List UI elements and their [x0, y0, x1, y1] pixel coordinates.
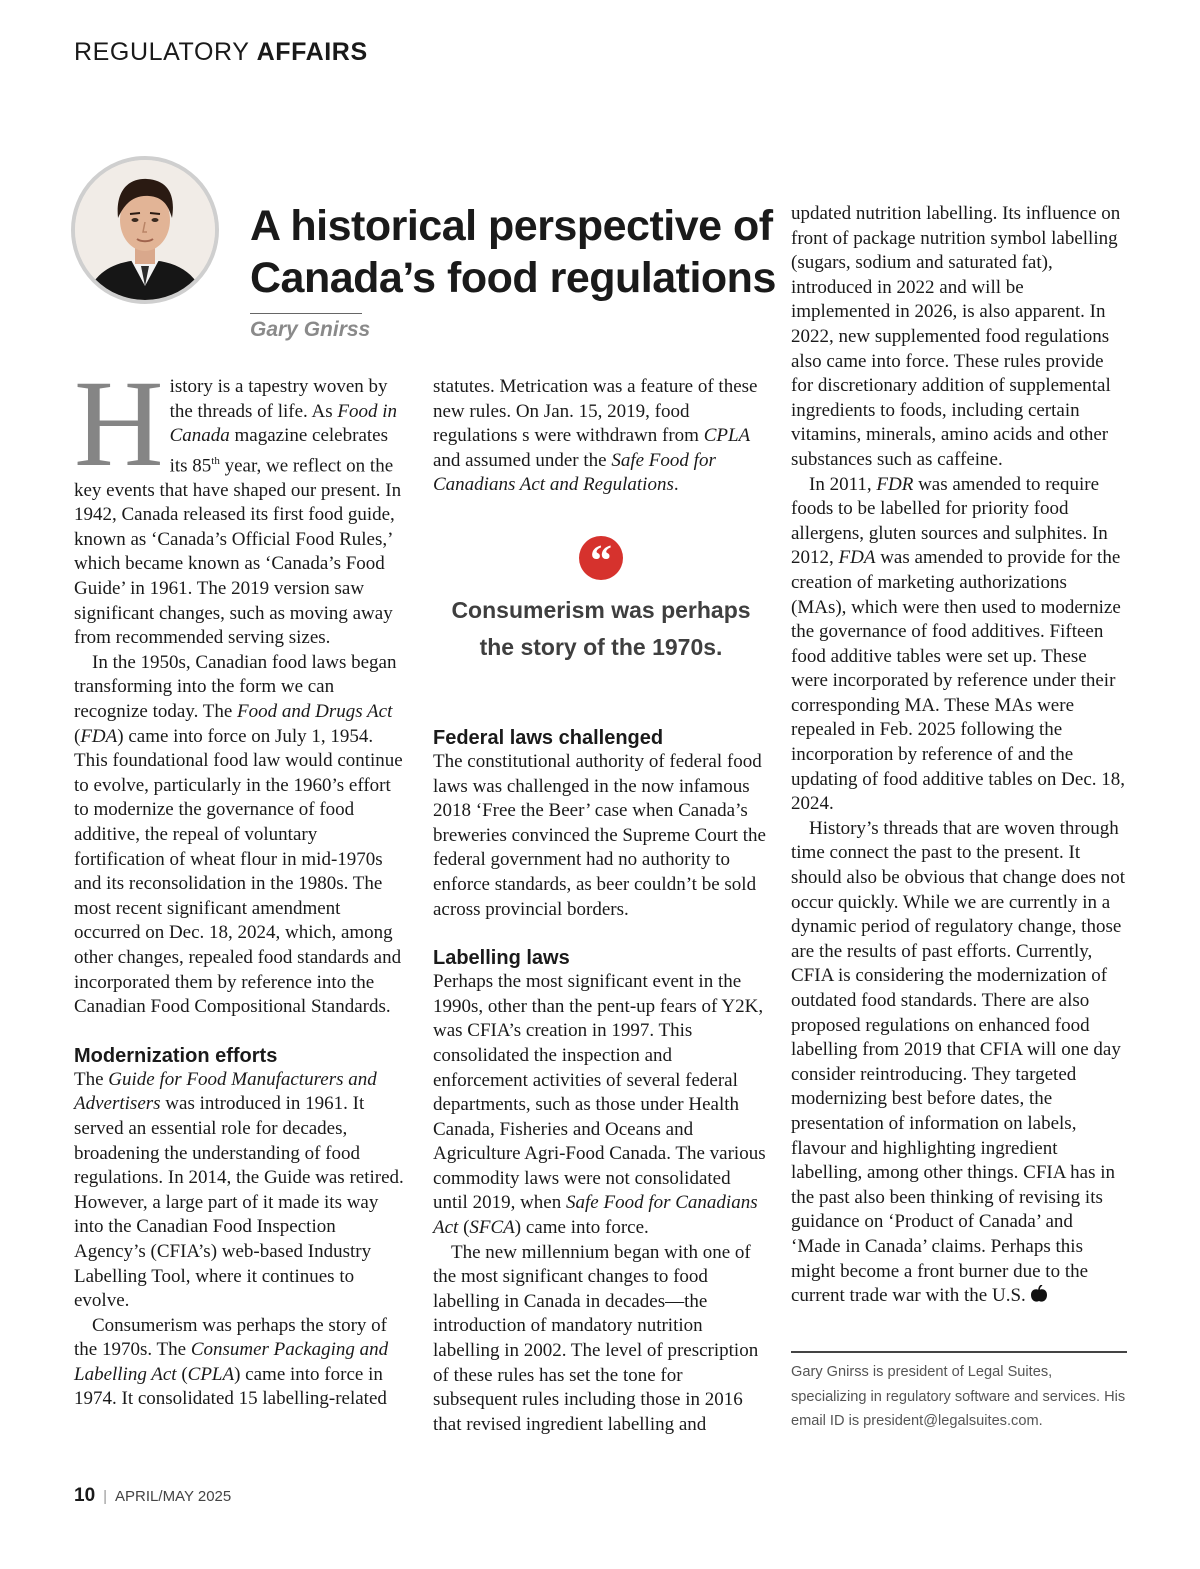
- author-photo: [71, 156, 219, 304]
- author-portrait-illustration: [75, 160, 215, 300]
- article-title-line2: Canada’s food regulations: [250, 254, 776, 302]
- paragraph-guide: The Guide for Food Manufacturers and Advertisers was introduced in 1961. It served an essential role for decades, broadening the understanding of food regulations. In 2014, the Guide was retired. However, a large part of it made its way into the Canadian Food Inspection Agency’s (CFIA’s) web-based Industry Labelling Tool, where it continues to evolve.: [74, 1068, 404, 1312]
- page-number: 10: [74, 1485, 96, 1506]
- paragraph-free-the-beer: The constitutional authority of federal food laws was challenged in the now infamous 2018 ‘Free the Beer’ case when Canada’s breweries convinced the Supreme Court the federal government had no authority to enforce standards, as beer couldn’t be sold across provincial borders.: [433, 750, 766, 920]
- subhead-federal-laws: Federal laws challenged: [433, 726, 664, 749]
- paragraph-nutrition-labelling: updated nutrition labelling. Its influence on front of package nutrition symbol labelling (sugars, sodium and saturated fat), introduced in 2022 and will be implemented in 2026, is also apparent. In 2022, new supplemented food regulations also came into force. These rules provide for discretionary addition of supplemental ingredients to foods, including certain vitamins, minerals, amino acids and other substances such as caffeine.: [791, 203, 1121, 470]
- intro-paragraph: History is a tapestry woven by the threads of life. As Food in Canada magazine celebrates its 85th year, we reflect on the key events that have shaped our present. In 1942, Canada released its first food guide, known as ‘Canada’s Official Food Rules,’ which became known as ‘Canada’s Food Guide’ in 1961. The 2019 version saw significant changes, such as moving away from recommended serving sizes.: [74, 355, 402, 649]
- paragraph-allergens: In 2011, FDR was amended to require foods to be labelled for priority food allergens, gluten sources and sulphites. In 2012, FDA was amended to provide for the creation of marketing authorizations (MAs), which were then used to modernize the governance of food additives. Fifteen food additive tables were set up. These were incorporated by reference under their corresponding MA. These MAs were repealed in Feb. 2025 following the incorporation by reference of and the updating of food additive tables on Dec. 18, 2024.: [791, 473, 1126, 815]
- article-column-1: [74, 355, 410, 1412]
- section-label: [74, 38, 368, 67]
- paragraph-millennium: The new millennium began with one of the most significant changes to food labelling in Canada in decades—the introduction of mandatory nutrition labelling in 2002. The level of prescription of these rules has set the tone for subsequent rules including those in 2016 that revised ingredient labelling and: [433, 1241, 759, 1435]
- page-footer: [74, 1485, 231, 1507]
- subhead-modernization: Modernization efforts: [74, 1044, 278, 1067]
- pull-quote: [433, 536, 769, 666]
- quote-mark-icon: [579, 536, 623, 580]
- pull-quote-text: Consumerism was perhaps the story of the 1970s.: [451, 596, 751, 660]
- article-column-3: [791, 202, 1127, 1309]
- svg-text:“: “: [590, 535, 612, 580]
- section-label-light: REGULATORY: [74, 38, 250, 66]
- author-bio: Gary Gnirss is president of Legal Suites, specializing in regulatory software and services. His email ID is president@legalsuites.com.: [791, 1364, 1126, 1429]
- paragraph-conclusion: History’s threads that are woven through time connect the past to the present. It should also be obvious that change does not occur quickly. While we are currently in a dynamic period of regulatory change, those are the results of past efforts. Currently, CFIA is considering the modernization of outdated food standards. There are also proposed regulations on enhanced food labelling from 2019 that CFIA will one day consider reintroducing. They targeted modernizing best before dates, the presentation of information on labels, flavour and highlighting ingredient labelling, among other things. CFIA has in the past also been thinking of revising its guidance on ‘Product of Canada’ and ‘Made in Canada’ claims. Perhaps this might become a front burner due to the current trade war with the U.S.: [791, 817, 1126, 1307]
- paragraph-cfia-creation: Perhaps the most significant event in the 1990s, other than the pent-up fears of Y2K, was CFIA’s creation in 1997. This consolidated the inspection and enforcement activities of several federal departments, such as those under Health Canada, Fisheries and Oceans and Agriculture Agri-Food Canada. The various commodity laws were not consolidated until 2019, when Safe Food for Canadians Act (SFCA) came into force.: [433, 971, 766, 1239]
- byline-rule: [250, 313, 362, 314]
- apple-icon: [1031, 1285, 1047, 1303]
- article-title-line1: A historical perspective of: [250, 202, 773, 250]
- paragraph-metrication: statutes. Metrication was a feature of these new rules. On Jan. 15, 2019, food regulations s were withdrawn from CPLA and assumed under the Safe Food for Canadians Act and Regulations.: [433, 376, 758, 496]
- issue-date: APRIL/MAY 2025: [115, 1488, 232, 1505]
- section-label-bold: AFFAIRS: [256, 38, 368, 66]
- paragraph-1950s: In the 1950s, Canadian food laws began transforming into the form we can recognize today. The Food and Drugs Act (FDA) came into force on July 1, 1954. This foundational food law would continue to evolve, particularly in the 1960’s effort to modernize the governance of food additive, the repeal of voluntary fortification of wheat flour in mid-1970s and its reconsolidation in the 1980s. The most recent significant amendment occurred on Dec. 18, 2024, which, among other changes, repealed food standards and incorporated them by reference into the Canadian Food Compositional Standards.: [74, 651, 403, 1018]
- author-byline: Gary Gnirss: [250, 318, 371, 341]
- article-title: [250, 200, 780, 304]
- footer-separator: |: [103, 1488, 108, 1505]
- paragraph-consumerism: Consumerism was perhaps the story of the 1970s. The Consumer Packaging and Labelling Act (CPLA) came into force in 1974. It consolidated 15 labelling-related: [74, 1314, 389, 1410]
- article-column-2: [433, 375, 769, 1437]
- subhead-labelling-laws: Labelling laws: [433, 947, 570, 970]
- drop-cap: H: [74, 355, 164, 492]
- bio-divider: [791, 1351, 1127, 1353]
